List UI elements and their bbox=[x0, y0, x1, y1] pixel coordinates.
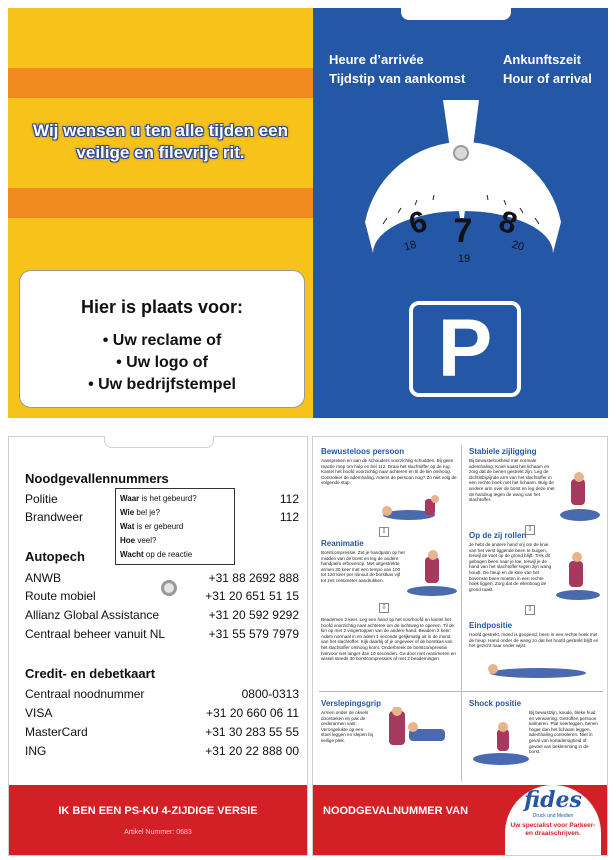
orange-stripe bbox=[8, 188, 313, 218]
section-body: Je hebt de andere hand vrij om de knie van het verst liggende been te buigen, terwijl de voet op de grond blijft. Trek dit gebogen been naar je toe, terwijl je de hand van het slachtoffer tegen zijn wang houdt. De heup en de knie van het bovenste been moeten in een rechte hoek liggen. Zorg dat de ellenboog de grond raakt. bbox=[469, 542, 552, 592]
parking-letter: P bbox=[437, 303, 493, 394]
phone-name: Brandweer bbox=[25, 510, 84, 524]
column-divider bbox=[461, 445, 462, 781]
parking-sign bbox=[409, 301, 521, 397]
header-french: Heure d’arrivée bbox=[329, 52, 424, 67]
phone-row bbox=[25, 706, 299, 720]
phone-row bbox=[25, 589, 299, 603]
dial-hour-7: 7 bbox=[453, 212, 473, 250]
phone-number: +31 55 579 7979 bbox=[208, 627, 299, 641]
section-breathing bbox=[321, 617, 457, 662]
phone-name: Allianz Global Assistance bbox=[25, 608, 160, 622]
step-arrow: ⇩ bbox=[525, 525, 535, 535]
logo-tagline-2: en draaischrijven. bbox=[525, 830, 581, 837]
header-dutch: Tijdstip van aankomst bbox=[329, 71, 466, 86]
step-arrow: ⇩ bbox=[525, 605, 535, 615]
version-bar bbox=[9, 785, 307, 855]
advert-item: • Uw bedrijfstempel bbox=[88, 376, 236, 393]
section-title: Verslepingsgrip bbox=[321, 699, 382, 708]
step-arrow: ⇩ bbox=[379, 527, 389, 537]
section-title: Op de zij rollen bbox=[469, 531, 527, 540]
phone-row bbox=[25, 725, 299, 739]
section-title: Shock positie bbox=[469, 699, 522, 708]
section-title: Stabiele zijligging bbox=[469, 447, 537, 456]
section-body: Bij bewustzijn, koude, bleke huid en verwarring: Getroffen persoon kalmeren. Plat neerleggen, benen hoger dan het lichaam leggen, ademhaling controleren. Niet in geval van kortademigheid of gevoel van beklemming in de borst. bbox=[529, 710, 598, 755]
time-dial bbox=[313, 8, 608, 298]
checklist-item: Waar is het gebeurd? bbox=[120, 494, 197, 503]
phone-number: 112 bbox=[279, 510, 299, 524]
phone-list-panel bbox=[8, 436, 308, 856]
phone-row bbox=[25, 571, 299, 585]
advert-title: Hier is plaats voor: bbox=[80, 297, 244, 317]
section-title: Eindpositie bbox=[469, 621, 513, 630]
phone-row bbox=[25, 608, 299, 622]
dial-hour-8: 8 bbox=[494, 204, 521, 242]
section-unconscious bbox=[321, 447, 457, 486]
section-title: Reanimatie bbox=[321, 539, 364, 548]
phone-row bbox=[25, 627, 299, 641]
illustration-unconscious bbox=[379, 495, 459, 523]
phone-name: Politie bbox=[25, 492, 58, 506]
version-text: IK BEN EEN PS-KU 4-ZIJDIGE VERSIE bbox=[58, 805, 258, 817]
front-left-panel bbox=[8, 8, 313, 418]
illustration-recovery bbox=[557, 469, 603, 529]
illustration-cpr bbox=[405, 549, 459, 599]
phone-number: +31 20 660 06 11 bbox=[206, 706, 299, 720]
dial-hour-6: 6 bbox=[405, 204, 432, 242]
phone-number: 0800-0313 bbox=[241, 687, 299, 701]
phone-name: ING bbox=[25, 744, 47, 758]
supplier-text: NOODGEVALNUMMER VAN bbox=[323, 805, 469, 817]
checklist-item: Wie bel je? bbox=[120, 508, 160, 517]
cards-title: Credit- en debetkaart bbox=[25, 666, 156, 681]
emergency-title: Noodgevallennummers bbox=[25, 471, 169, 486]
phone-name: ANWB bbox=[25, 571, 61, 585]
phone-name: Centraal beheer vanuit NL bbox=[25, 627, 166, 641]
illustration-shock bbox=[471, 719, 533, 771]
breakdown-title: Autopech bbox=[25, 549, 85, 564]
advert-item: • Uw reclame of bbox=[102, 332, 222, 349]
first-aid-panel bbox=[312, 436, 608, 856]
phone-name: Route mobiel bbox=[25, 589, 96, 603]
checklist-box bbox=[115, 488, 235, 565]
phone-number: +31 20 651 51 15 bbox=[205, 589, 299, 603]
phone-number: +31 88 2692 888 bbox=[208, 571, 299, 585]
fides-logo bbox=[505, 785, 601, 855]
section-end-position bbox=[469, 621, 603, 649]
orange-stripe bbox=[8, 68, 313, 98]
checklist-item: Wat is er gebeurd bbox=[120, 522, 184, 531]
header-english: Hour of arrival bbox=[503, 71, 592, 86]
section-body: Bij bewusteloosheid met normale ademhaling: Kniel naast het lichaam en zorg dat de benen gestrekt zijn. Leg de dichtstbijzijnde arm van het slachtoffer in een rechte hoek met het lichaam. Buig de andere arm over de borst en leg deze met de handrug tegen de wang van het slachtoffer. bbox=[469, 458, 555, 503]
disc-notch bbox=[104, 436, 214, 448]
phone-number: +31 20 592 9292 bbox=[208, 608, 299, 622]
slogan-line-1: Wij wensen u ten alle tijden een bbox=[33, 121, 288, 140]
phone-number: +31 20 22 888 00 bbox=[205, 744, 299, 758]
illustration-end-position bbox=[483, 657, 593, 681]
slogan bbox=[8, 120, 313, 164]
row-divider bbox=[319, 691, 603, 692]
dial-hour-20: 20 bbox=[510, 238, 526, 254]
dial-rivet bbox=[454, 146, 468, 160]
step-arrow: ⇩ bbox=[379, 603, 389, 613]
logo-tagline-1: Uw specialist voor Parkeer- bbox=[510, 822, 596, 829]
checklist-item: Hoe veel? bbox=[120, 536, 157, 545]
section-body: Hoofd gestrekt, mond is geopend, been in een rechte hoek met de heup. Hand onder de wang zo dat het hoofd gestrekt blijft en het gezicht naar onder wijst. bbox=[469, 632, 599, 649]
supplier-bar bbox=[313, 785, 608, 856]
article-number: Artikel Nummer: 0683 bbox=[124, 829, 192, 836]
dial-hour-19: 19 bbox=[457, 253, 471, 265]
advert-item: • Uw logo of bbox=[116, 354, 208, 371]
phone-name: MasterCard bbox=[25, 725, 88, 739]
phone-row bbox=[25, 744, 299, 758]
phone-number: 112 bbox=[279, 492, 299, 506]
section-body: Borstcompressie: Zet je handpalm op het midden van de borst en leg de andere handpalm erbovenop. Met uitgestrekte armen 30 keer met een tempo van 100 tot 120 keer per minuut de borstkas vijf tot zes centimeter aandrukken. bbox=[321, 550, 405, 583]
advert-list bbox=[20, 330, 304, 396]
dial-hour-18: 18 bbox=[402, 238, 418, 254]
front-right-panel bbox=[313, 8, 608, 418]
header-german: Ankunftszeit bbox=[503, 52, 581, 67]
logo-name: fides bbox=[524, 787, 582, 813]
illustration-roll bbox=[553, 547, 603, 603]
checklist-item: Wacht op de reactie bbox=[120, 550, 193, 559]
illustration-drag-grip bbox=[379, 707, 455, 779]
section-body: Beademen 2 keer. Leg een hand op het voorhoofd en kantel het hoofd voorzichtig naar achteren om de luchtweg te openen. Til de kin op met 2 vingertoppen van de andere hand. Beadem 2 keer: Adem normaal in en adem 1 seconde gelijkmatig uit in de mond van het slachtoffer. Kijk daarbij of je ongeveer of de borstkas van het slachtoffer omhoog komt. Onderbreek de borstcompressie hiervoor niet langer dan 10 seconden. Ga door met reanimeren en wissel steeds 30 borstcompressies af met 2 beademingen. bbox=[321, 617, 456, 662]
section-body: Aanspreken en aan de schouders voorzichtig schudden. Bij geen reactie roep om hulp en bel 112. Draai het slachtoffer op de rug. Kantel het hoofd voorzichtig naar achteren en til de kin omhoog. Controleer de ademhaling. Ademt de persoon nog? Zo niet volg de volgende stap. bbox=[321, 458, 457, 486]
advert-box bbox=[19, 270, 305, 408]
phone-row bbox=[25, 687, 299, 701]
section-body: Armen onder de oksels doorsteken en pak de onderarmen vast. Verongelukte op een stoel leggen en slepen bij veilige plek. bbox=[321, 710, 373, 743]
logo-subtitle: Druck und Medien bbox=[532, 813, 574, 819]
section-title: Bewusteloos persoon bbox=[321, 447, 405, 456]
phone-number: +31 30 283 55 55 bbox=[205, 725, 299, 739]
slogan-line-2: veilige en filevrije rit. bbox=[76, 143, 245, 162]
phone-name: Centraal noodnummer bbox=[25, 687, 145, 701]
phone-name: VISA bbox=[25, 706, 53, 720]
